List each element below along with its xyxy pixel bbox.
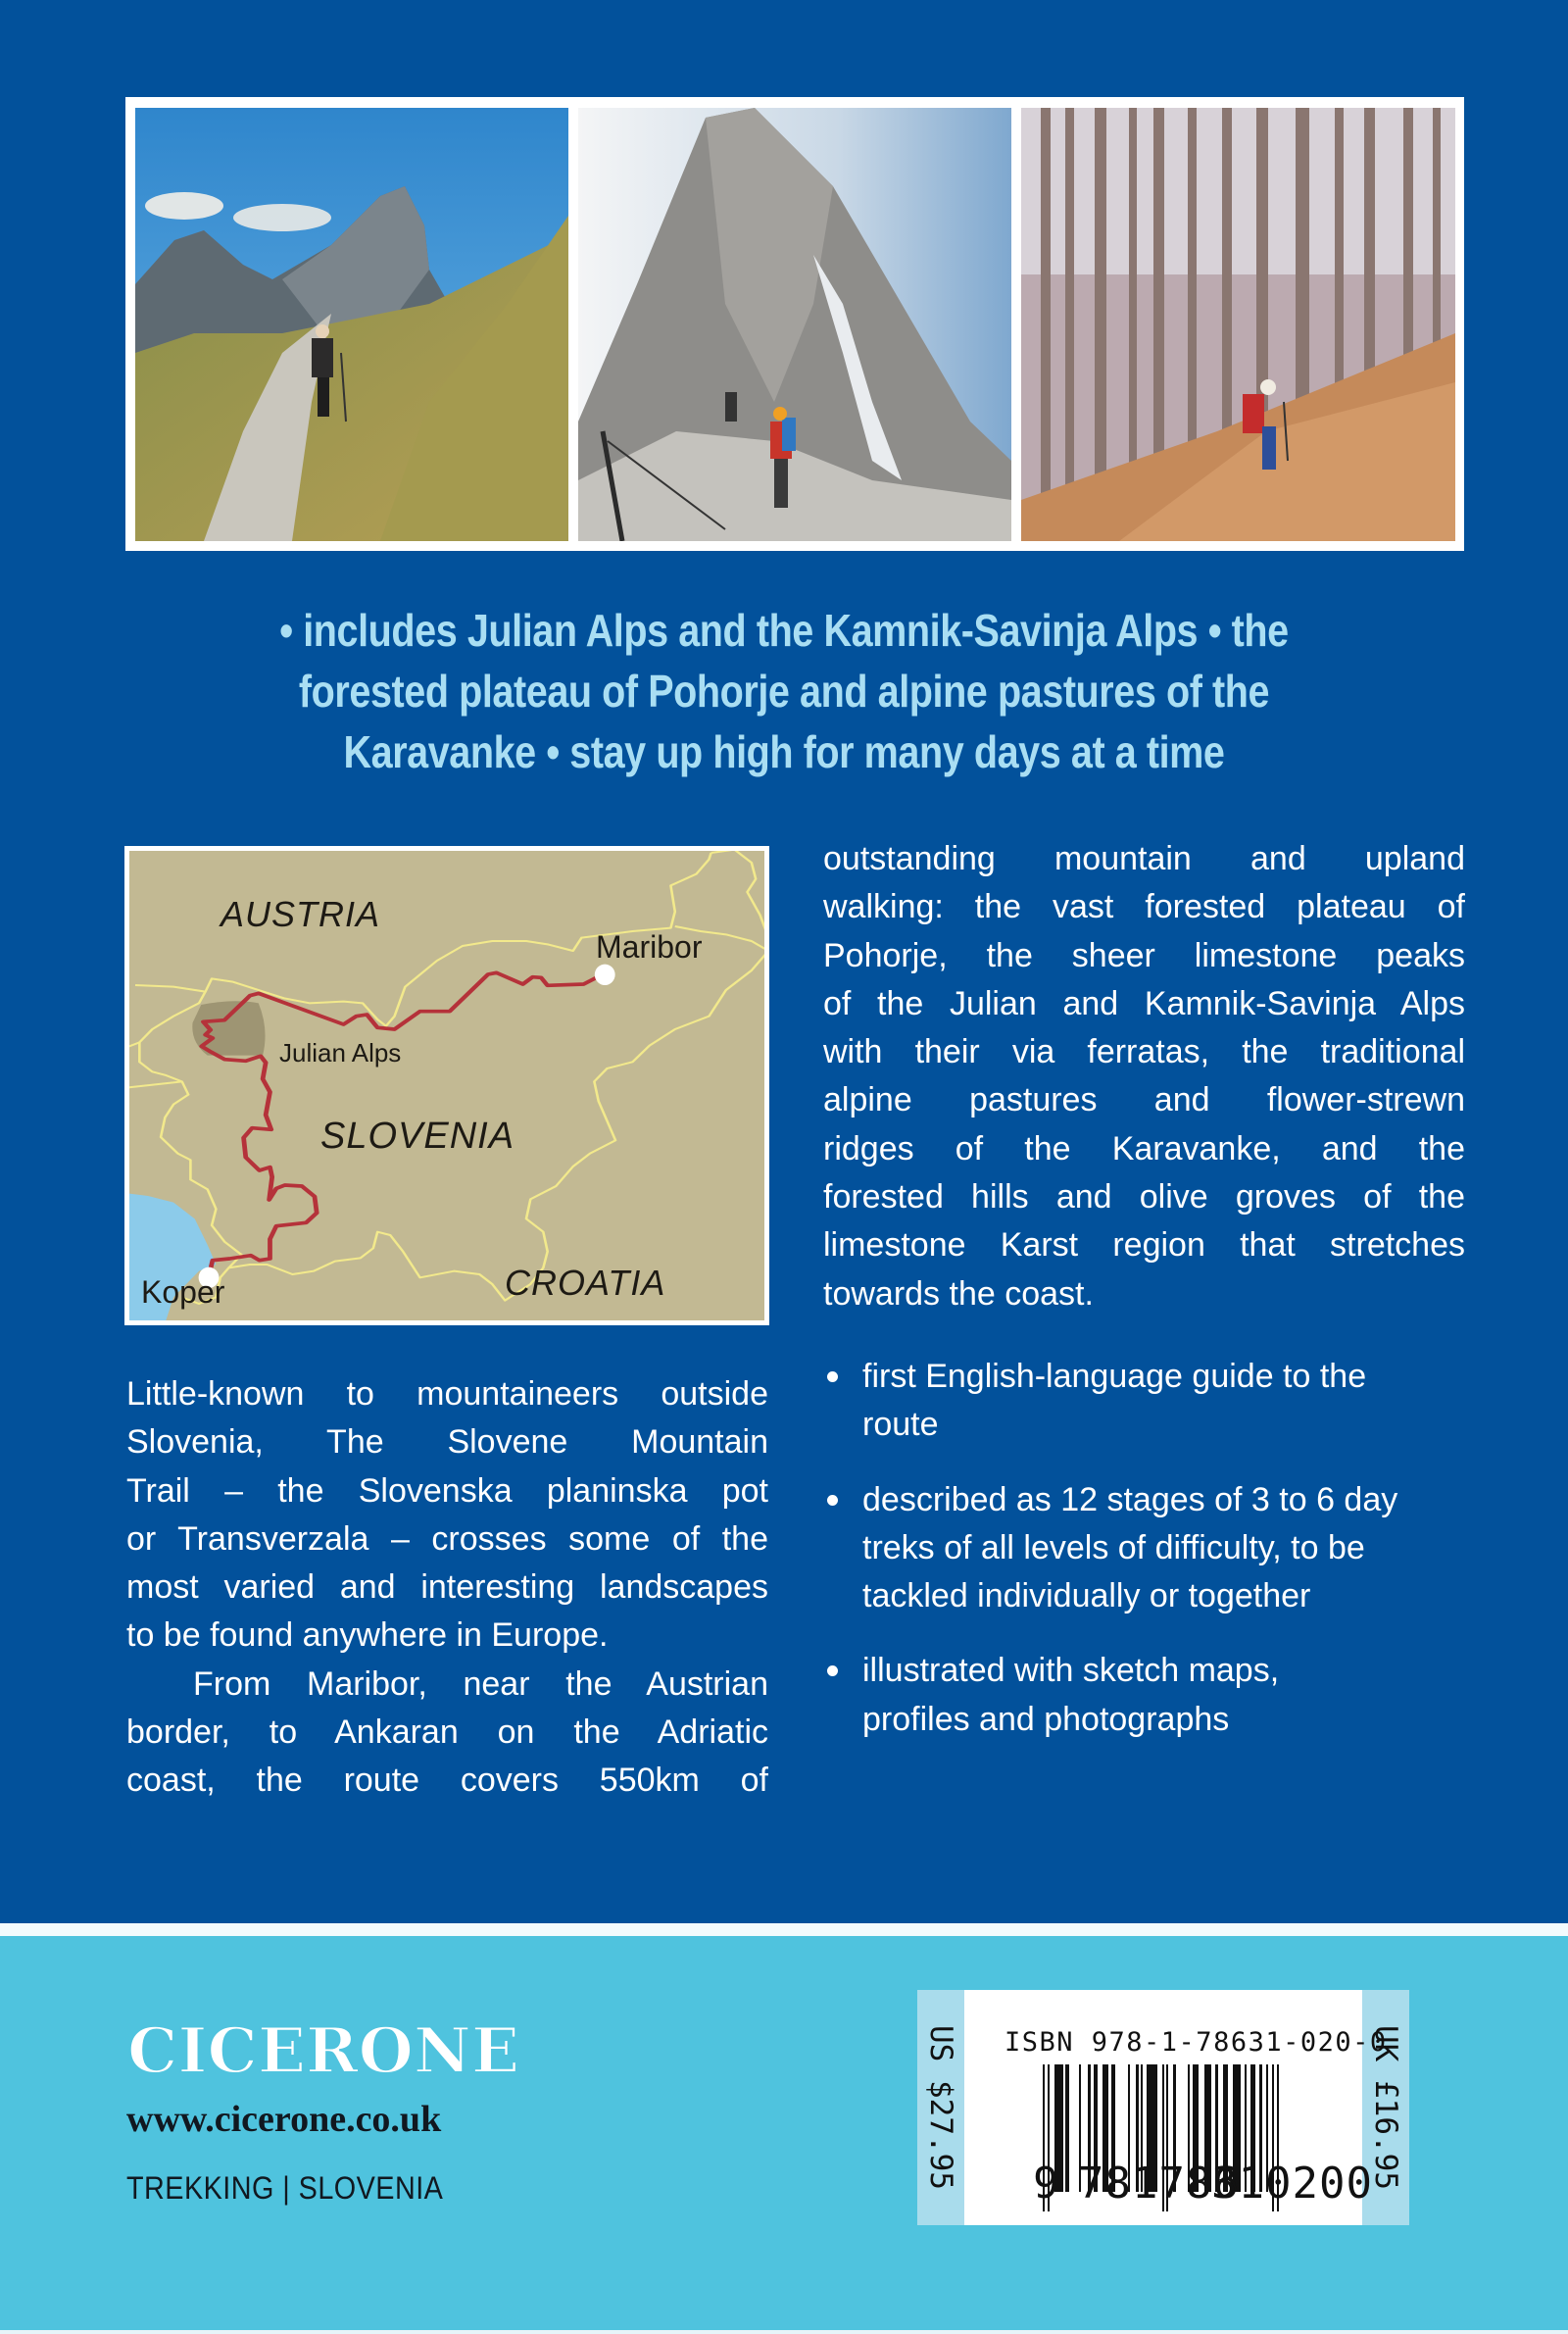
photo-hiker-grassy-ridge <box>135 108 568 541</box>
photo-climbers-limestone-peak-icon <box>578 108 1011 541</box>
isbn-label: ISBN 978-1-78631-020-0 <box>1004 2027 1388 2058</box>
description-line: Pohorje, the sheer limestone peaks <box>823 936 1465 974</box>
feature-list <box>823 1353 1470 1770</box>
description-line: forested hills and olive groves of the <box>823 1178 1465 1217</box>
barcode-digit-first: 9 <box>1033 2159 1059 2209</box>
bullet-icon <box>827 1665 838 1676</box>
description-line: walking: the vast forested plateau of <box>823 888 1465 926</box>
divider-stripe <box>0 1923 1568 1936</box>
description-line: or Transverzala – crosses some of the <box>126 1519 768 1558</box>
map-label-croatia: CROATIA <box>505 1263 666 1303</box>
description-continued <box>823 835 1465 1318</box>
photo-hiker-beech-forest <box>1021 108 1455 541</box>
photo-strip <box>125 97 1464 551</box>
feature-item <box>823 1353 1470 1450</box>
feature-line: profiles and photographs <box>862 1700 1230 1738</box>
description-line: most varied and interesting landscapes <box>126 1568 768 1607</box>
description-line: coast, the route covers 550km of <box>126 1762 768 1800</box>
isbn-barcode-panel <box>917 1990 1409 2225</box>
bottom-edge <box>0 2330 1568 2334</box>
description-line: ridges of the Karavanke, and the <box>823 1129 1465 1167</box>
description-line: border, to Ankaran on the Adriatic <box>126 1713 768 1752</box>
bullet-icon <box>827 1371 838 1382</box>
feature-line: first English-language guide to the <box>862 1358 1367 1395</box>
photo-hiker-grassy-ridge-icon <box>135 108 568 541</box>
price-uk: UK £16.95 <box>1368 2025 1403 2190</box>
price-us: US $27.95 <box>923 2025 958 2190</box>
route-map <box>124 846 769 1325</box>
feature-line: described as 12 stages of 3 to 6 day <box>862 1480 1398 1518</box>
feature-item <box>823 1647 1470 1744</box>
barcode-digits-left: 781786 <box>1078 2159 1240 2209</box>
cicerone-logo <box>127 2019 521 2080</box>
tagline-line: • includes Julian Alps and the Kamnik-Savinja Alps • the <box>279 605 1289 656</box>
feature-line: treks of all levels of difficulty, to be <box>862 1528 1365 1566</box>
price-us-strip <box>917 1990 964 2225</box>
svg-text:CICERONE: CICERONE <box>127 2019 519 2080</box>
publisher-website[interactable]: www.cicerone.co.uk <box>126 2099 442 2140</box>
description-line: towards the coast. <box>823 1274 1094 1313</box>
map-label-maribor: Maribor <box>596 929 703 965</box>
feature-item <box>823 1476 1470 1621</box>
description-line: alpine pastures and flower-strewn <box>823 1081 1465 1119</box>
description-line: Trail – the Slovenska planinska pot <box>126 1471 768 1510</box>
route-map-canvas <box>129 851 764 1320</box>
tagline-line: Karavanke • stay up high for many days at a time <box>343 726 1225 777</box>
cicerone-logo-icon <box>127 2019 521 2080</box>
photo-hiker-beech-forest-icon <box>1021 108 1455 541</box>
feature-line: illustrated with sketch maps, <box>862 1652 1280 1690</box>
map-label-austria: AUSTRIA <box>220 894 381 934</box>
description-line: From Maribor, near the Austrian <box>193 1664 768 1703</box>
description-line: limestone Karst region that stretches <box>823 1226 1465 1265</box>
description-intro <box>126 1370 768 1806</box>
map-label-julian-alps: Julian Alps <box>279 1038 402 1068</box>
map-label-slovenia: SLOVENIA <box>320 1116 515 1157</box>
feature-line: route <box>862 1406 939 1444</box>
tagline-line: forested plateau of Pohorje and alpine pastures of the <box>298 666 1270 717</box>
book-category: TREKKING | SLOVENIA <box>126 2170 444 2206</box>
description-line: with their via ferratas, the traditional <box>823 1033 1465 1071</box>
description-line: to be found anywhere in Europe. <box>126 1616 609 1655</box>
map-label-koper: Koper <box>141 1274 225 1310</box>
description-line: Little-known to mountaineers outside <box>126 1375 768 1413</box>
description-line: of the Julian and Kamnik-Savinja Alps <box>823 984 1465 1022</box>
barcode-digits-right: 310200 <box>1211 2159 1373 2209</box>
feature-line: tackled individually or together <box>862 1577 1311 1615</box>
photo-climbers-limestone-peak <box>578 108 1011 541</box>
tagline <box>194 600 1374 782</box>
bullet-icon <box>827 1495 838 1506</box>
description-line: outstanding mountain and upland <box>823 840 1465 877</box>
description-line: Slovenia, The Slovene Mountain <box>126 1423 768 1462</box>
